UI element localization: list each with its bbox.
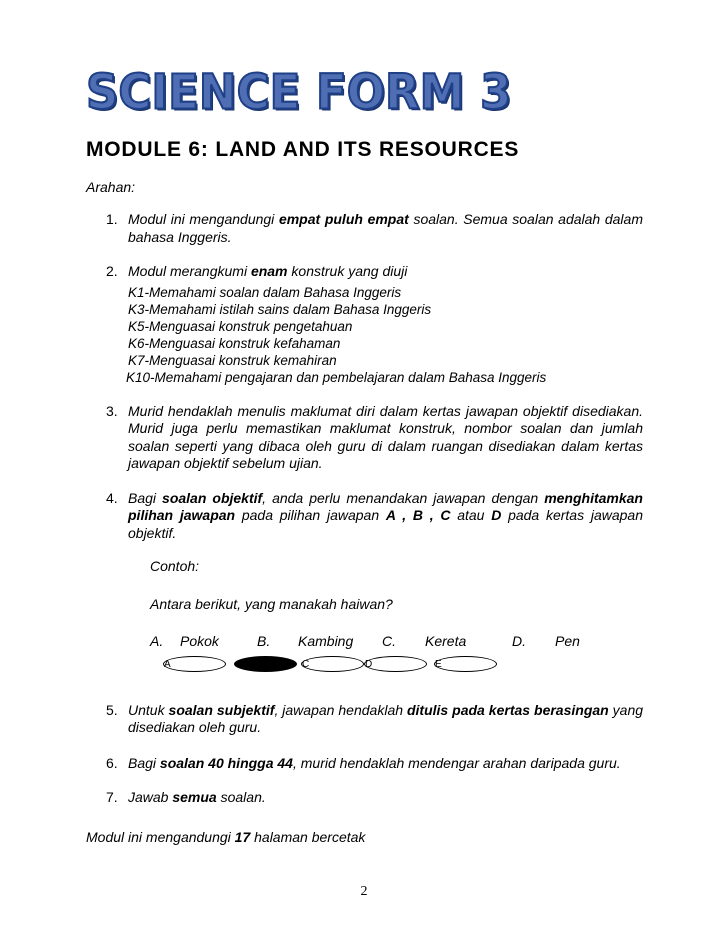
option-letter: D. (512, 633, 526, 649)
instruction-3: 3. Murid hendaklah menulis maklumat diri dalam kertas jawapan objektif disediakan. Murid juga perlu memastikan maklumat konstruk, nombor soalan dan jumlah soalan seperti yang dibaca oleh guru di dalam ruangan disediakan dalam kertas jawapan objektif sebelum ujian. (106, 402, 643, 471)
option-text: Kereta (425, 633, 467, 649)
instructions-heading: Arahan: (86, 179, 136, 195)
example-block (150, 558, 643, 676)
example-question: Antara berikut, yang manakah haiwan? (150, 595, 393, 612)
option-letter: A. (150, 633, 164, 649)
instruction-6: 6. Bagi soalan 40 hingga 44, murid hendaklah mendengar arahan daripada guru. (106, 754, 621, 771)
option-letter: C. (382, 633, 396, 649)
instruction-7: 7. Jawab semua soalan. (106, 789, 266, 805)
instruction-4: 4. Bagi soalan objektif, anda perlu menandakan jawapan dengan menghitamkan pilihan jawapan pada pilihan jawapan A , B , C atau D pada kertas jawapan objektif. Contoh: Antara berikut, yang manakah haiwan? A. Pokok B. Kambing C. Kereta D. Pen A C D E (106, 490, 643, 676)
construct-list (128, 284, 643, 386)
example-label: Contoh: (150, 558, 200, 574)
instruction-2: 2. Modul merangkumi enam konstruk yang diuji K1-Memahami soalan dalam Bahasa Inggeris K3-Memahami istilah sains dalam Bahasa Inggeris K5-Menguasai konstruk pengetahuan K6-Menguasai konstruk kefahaman K7-Menguasai konstruk kemahiran K10-Memahami pengajaran dan pembelajaran dalam Bahasa Inggeris (106, 263, 643, 386)
instructions-list (106, 211, 643, 807)
option-text: Pokok (180, 633, 219, 649)
answer-bubble-c: C (301, 656, 364, 672)
banner-title: SCIENCE FORM 3 (86, 64, 512, 121)
page-number: 2 (360, 884, 368, 899)
instruction-1: 1. Modul ini mengandungi empat puluh empat soalan. Semua soalan adalah dalam bahasa Inggeris. (106, 211, 643, 245)
option-text: Kambing (298, 633, 354, 649)
answer-bubble-b-filled (234, 656, 297, 672)
answer-bubble-e: E (434, 656, 497, 672)
construct-item: K1-Memahami soalan dalam Bahasa Inggeris (128, 284, 402, 300)
page-count-note: Modul ini mengandungi 17 halaman bercetak (86, 829, 366, 845)
instruction-5: 5. Untuk soalan subjektif, jawapan hendaklah ditulis pada kertas berasingan yang disediakan oleh guru. (106, 701, 644, 735)
example-options (150, 633, 643, 651)
construct-item: K3-Memahami istilah sains dalam Bahasa Inggeris (128, 301, 432, 317)
construct-item: K10-Memahami pengajaran dan pembelajaran dalam Bahasa Inggeris (126, 369, 547, 385)
answer-bubbles (150, 656, 643, 676)
answer-bubble-d: D (364, 656, 427, 672)
construct-item: K6-Menguasai konstruk kefahaman (128, 335, 341, 351)
option-text: Pen (555, 633, 580, 649)
construct-item: K7-Menguasai konstruk kemahiran (128, 352, 337, 368)
answer-bubble-a: A (163, 656, 226, 672)
option-letter: B. (257, 633, 271, 649)
module-title: MODULE 6: LAND AND ITS RESOURCES (86, 138, 520, 161)
construct-item: K5-Menguasai konstruk pengetahuan (128, 318, 353, 334)
